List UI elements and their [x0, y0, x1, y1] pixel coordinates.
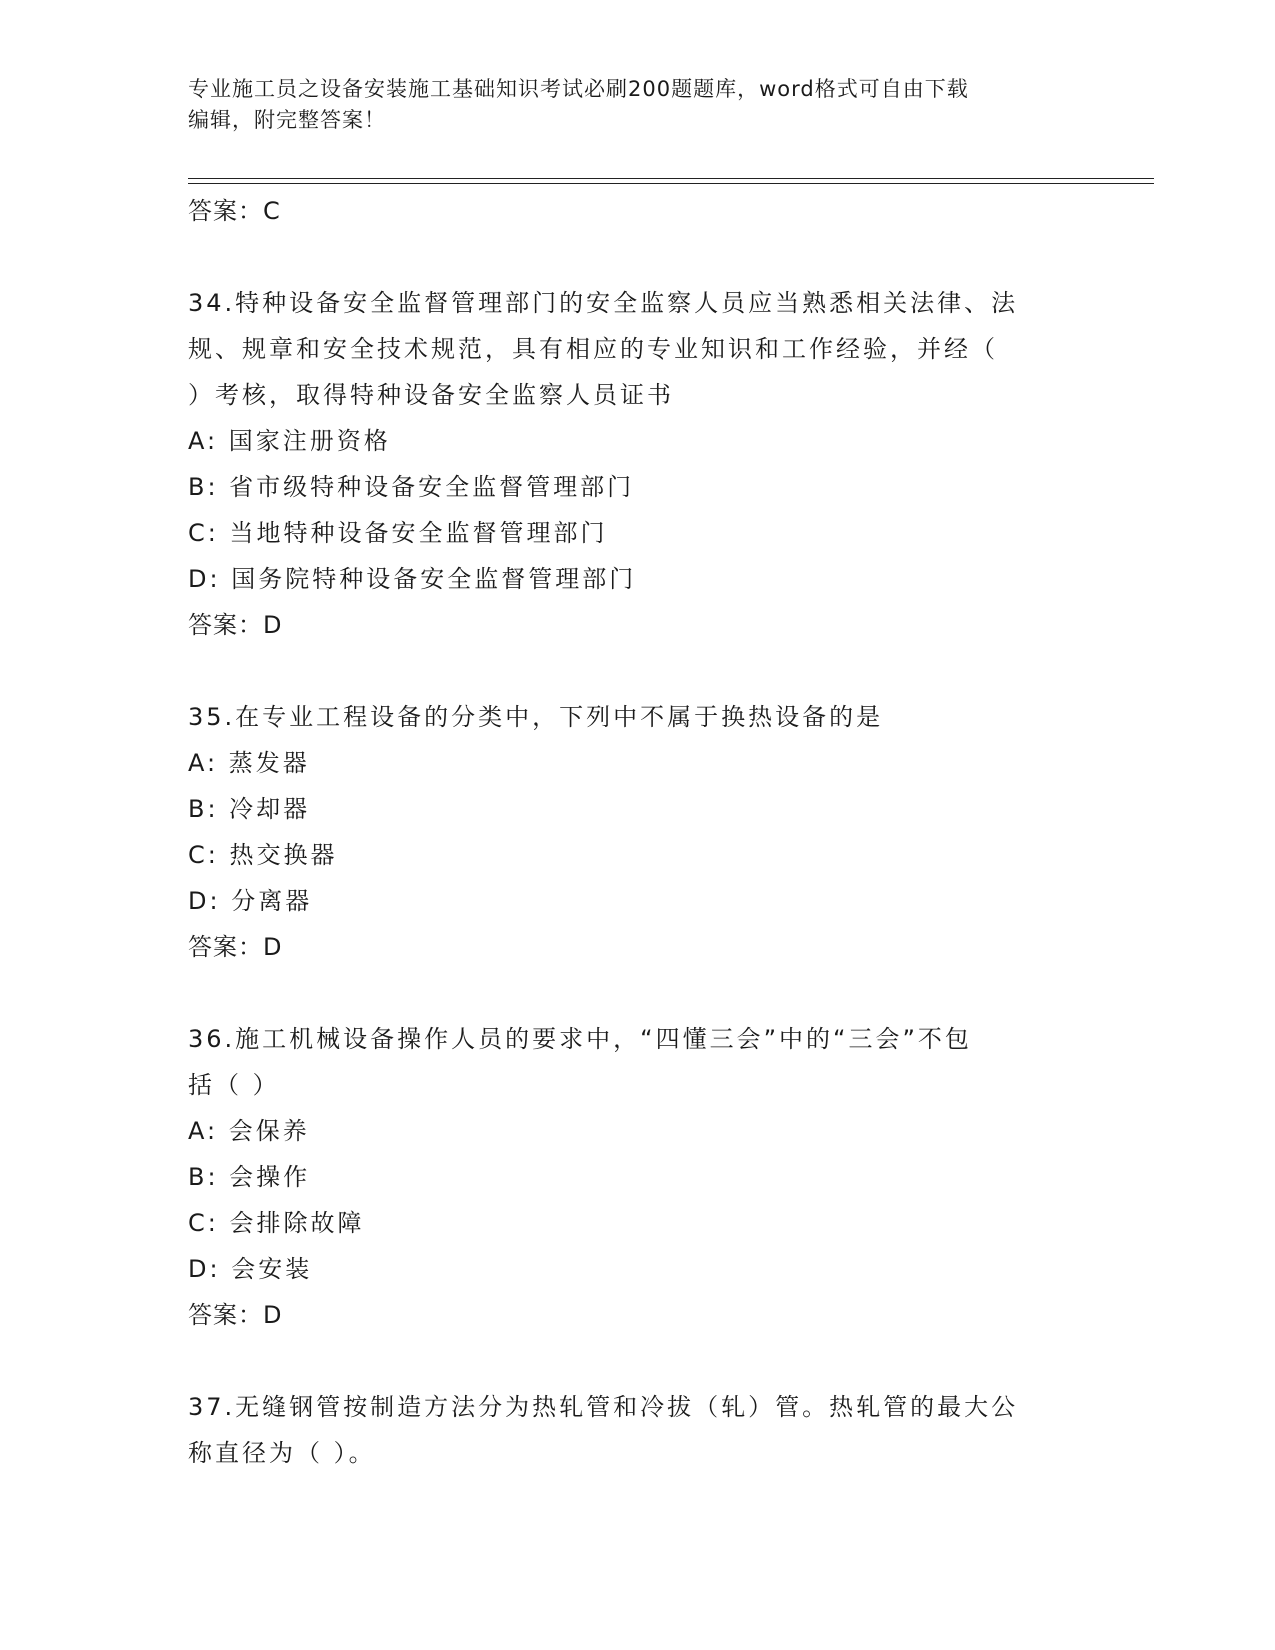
- question-34: [188, 280, 1088, 648]
- option-d: D: 分离器: [188, 887, 313, 915]
- question-stem-line: 称直径为（ ）。: [188, 1439, 376, 1467]
- option-b: B: 会操作: [188, 1163, 311, 1191]
- header-double-rule: [188, 178, 1154, 184]
- option-d: D: 会安装: [188, 1255, 313, 1283]
- option-b: B: 冷却器: [188, 795, 311, 823]
- question-36: [188, 1016, 1088, 1338]
- question-stem-line: 37.无缝钢管按制造方法分为热轧管和冷拔（轧）管。热轧管的最大公: [188, 1393, 1019, 1421]
- option-b: B: 省市级特种设备安全监督管理部门: [188, 473, 635, 501]
- question-stem-line: 规、规章和安全技术规范，具有相应的专业知识和工作经验，并经（: [188, 335, 998, 363]
- previous-question-answer: 答案：C: [188, 197, 281, 225]
- question-stem-line: 36.施工机械设备操作人员的要求中，“四懂三会”中的“三会”不包: [188, 1025, 972, 1053]
- question-stem-line: 34.特种设备安全监督管理部门的安全监察人员应当熟悉相关法律、法: [188, 289, 1019, 317]
- header-title-line-2: 编辑，附完整答案！: [188, 108, 386, 132]
- option-c: C: 当地特种设备安全监督管理部门: [188, 519, 608, 547]
- question-stem-line: 35.在专业工程设备的分类中，下列中不属于换热设备的是: [188, 703, 884, 731]
- answer-line: 答案：D: [188, 933, 283, 961]
- question-stem-line: 括（ ）: [188, 1071, 280, 1099]
- option-c: C: 会排除故障: [188, 1209, 365, 1237]
- answer-line: 答案：D: [188, 1301, 283, 1329]
- question-37: [188, 1384, 1088, 1476]
- option-a: A: 蒸发器: [188, 749, 310, 777]
- question-list: [188, 188, 1088, 1476]
- option-a: A: 国家注册资格: [188, 427, 391, 455]
- question-35: [188, 694, 1088, 970]
- question-stem-line: ）考核，取得特种设备安全监察人员证书: [188, 381, 674, 409]
- document-header: [188, 74, 1088, 136]
- option-a: A: 会保养: [188, 1117, 310, 1145]
- option-d: D: 国务院特种设备安全监督管理部门: [188, 565, 637, 593]
- answer-line: 答案：D: [188, 611, 283, 639]
- header-title-line-1: 专业施工员之设备安装施工基础知识考试必刷200题题库，word格式可自由下载: [188, 77, 969, 101]
- option-c: C: 热交换器: [188, 841, 338, 869]
